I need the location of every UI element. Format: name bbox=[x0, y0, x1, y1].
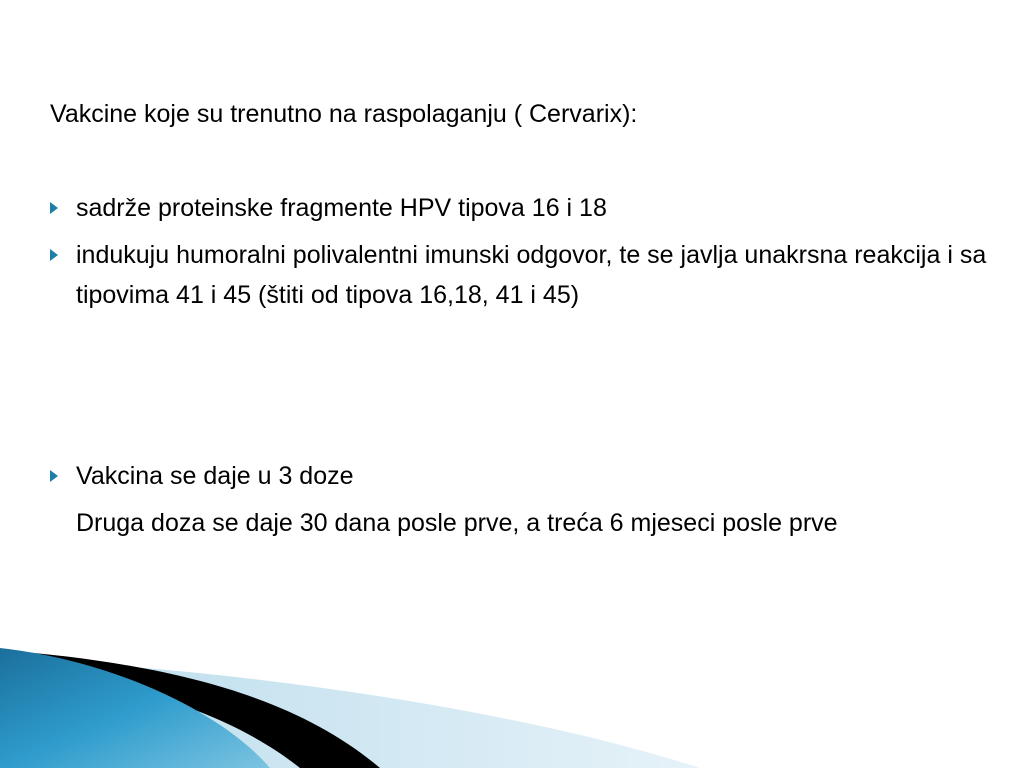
bullet-text: indukuju humoralni polivalentni imunski odgovor, te se javlja unakrsna reakcija i sa tipovima 41 i 45 (štiti od tipova 16,18, 41 i 45) bbox=[76, 241, 987, 309]
decorative-swoosh bbox=[0, 640, 1024, 768]
bullet-item bbox=[50, 188, 1000, 228]
sub-paragraph: Druga doza se daje 30 dana posle prve, a treća 6 mjeseci posle prve bbox=[76, 509, 838, 537]
triangle-bullet-icon bbox=[50, 202, 58, 214]
bullet-text: Vakcina se daje u 3 doze bbox=[76, 462, 354, 490]
bullet-text: sadrže proteinske fragmente HPV tipova 16 i 18 bbox=[76, 194, 607, 222]
bullet-item bbox=[50, 235, 1000, 315]
triangle-bullet-icon bbox=[50, 249, 58, 261]
bullet-item bbox=[50, 456, 1000, 496]
triangle-bullet-icon bbox=[50, 470, 58, 482]
intro-text: Vakcine koje su trenutno na raspolaganju ( Cervarix): bbox=[50, 100, 638, 128]
